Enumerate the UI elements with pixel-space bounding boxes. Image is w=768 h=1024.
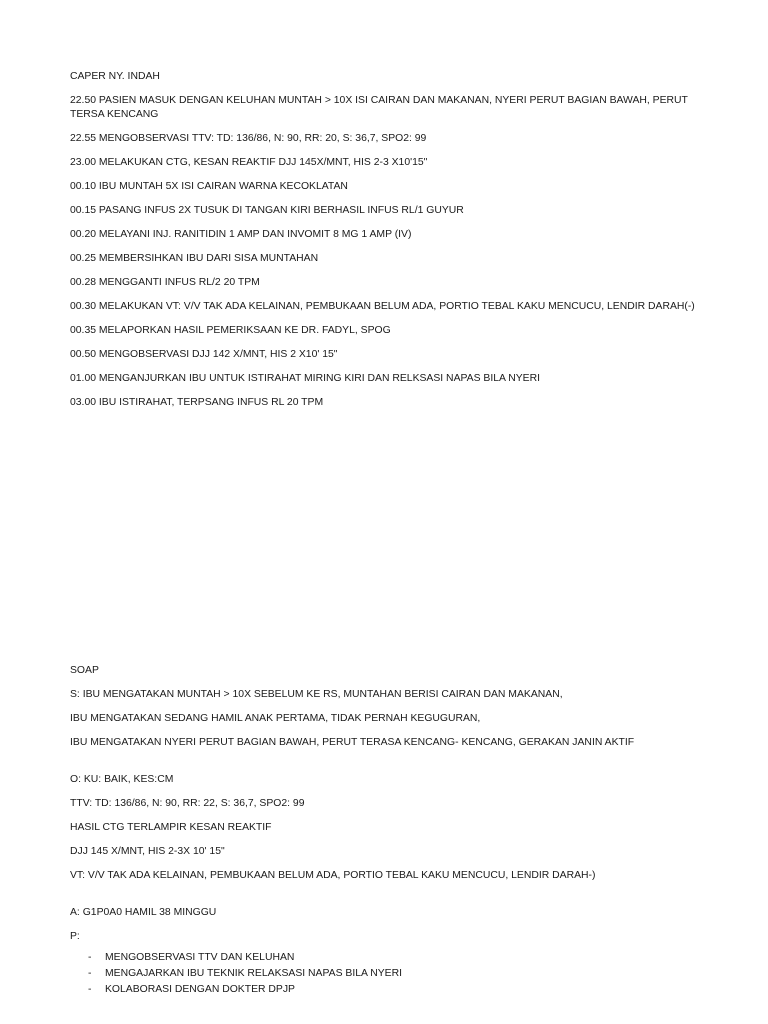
section-spacer (70, 760, 698, 773)
list-dash: - (88, 968, 92, 979)
soap-subjective-line: IBU MENGATAKAN NYERI PERUT BAGIAN BAWAH, PERUT TERASA KENCANG- KENCANG, GERAKAN JANIN AKTIF (70, 737, 635, 748)
soap-subjective-line: IBU MENGATAKAN SEDANG HAMIL ANAK PERTAMA, TIDAK PERNAH KEGUGURAN, (70, 713, 481, 724)
soap-plan-label: P: (70, 931, 80, 942)
caper-entry: 00.30 MELAKUKAN VT: V/V TAK ADA KELAINAN, PEMBUKAAN BELUM ADA, PORTIO TEBAL KAKU MENCUCU, LENDIR DARAH(-) (70, 301, 695, 312)
plan-item (70, 982, 698, 998)
caper-entry: 00.28 MENGGANTI INFUS RL/2 20 TPM (70, 277, 260, 288)
section-spacer (70, 893, 698, 906)
soap-objective-line: TTV: TD: 136/86, N: 90, RR: 22, S: 36,7, SPO2: 99 (70, 798, 305, 809)
plan-item-text: KOLABORASI DENGAN DOKTER DPJP (105, 984, 295, 995)
plan-item (70, 950, 698, 966)
list-dash: - (88, 952, 92, 963)
caper-entry: 00.10 IBU MUNTAH 5X ISI CAIRAN WARNA KECOKLATAN (70, 181, 348, 192)
soap-objective-line: DJJ 145 X/MNT, HIS 2-3X 10' 15" (70, 846, 225, 857)
caper-entry: 00.50 MENGOBSERVASI DJJ 142 X/MNT, HIS 2 X10' 15" (70, 349, 338, 360)
caper-entry: 23.00 MELAKUKAN CTG, KESAN REAKTIF DJJ 145X/MNT, HIS 2-3 X10'15" (70, 157, 428, 168)
caper-entry: 00.15 PASANG INFUS 2X TUSUK DI TANGAN KIRI BERHASIL INFUS RL/1 GUYUR (70, 205, 464, 216)
caper-entry: 00.20 MELAYANI INJ. RANITIDIN 1 AMP DAN INVOMIT 8 MG 1 AMP (IV) (70, 229, 412, 240)
caper-entry: 00.35 MELAPORKAN HASIL PEMERIKSAAN KE DR. FADYL, SPOG (70, 325, 391, 336)
soap-title: SOAP (70, 665, 99, 676)
soap-section (70, 664, 698, 998)
list-dash: - (88, 984, 92, 995)
caper-entry: 22.50 PASIEN MASUK DENGAN KELUHAN MUNTAH > 10X ISI CAIRAN DAN MAKANAN, NYERI PERUT BAGIAN BAWAH, PERUT TERSA KENCANG (70, 95, 688, 120)
plan-item-text: MENGOBSERVASI TTV DAN KELUHAN (105, 952, 295, 963)
soap-objective-line: O: KU: BAIK, KES:CM (70, 774, 174, 785)
soap-plan-list (70, 950, 698, 998)
plan-item (70, 966, 698, 982)
soap-assessment: A: G1P0A0 HAMIL 38 MINGGU (70, 907, 217, 918)
soap-objective-line: VT: V/V TAK ADA KELAINAN, PEMBUKAAN BELUM ADA, PORTIO TEBAL KAKU MENCUCU, LENDIR DARAH-) (70, 870, 596, 881)
caper-section (70, 70, 698, 420)
caper-title: CAPER NY. INDAH (70, 71, 160, 82)
caper-entry: 22.55 MENGOBSERVASI TTV: TD: 136/86, N: 90, RR: 20, S: 36,7, SPO2: 99 (70, 133, 427, 144)
plan-item-text: MENGAJARKAN IBU TEKNIK RELAKSASI NAPAS BILA NYERI (105, 968, 402, 979)
soap-objective-line: HASIL CTG TERLAMPIR KESAN REAKTIF (70, 822, 272, 833)
soap-subjective-line: S: IBU MENGATAKAN MUNTAH > 10X SEBELUM KE RS, MUNTAHAN BERISI CAIRAN DAN MAKANAN, (70, 689, 563, 700)
caper-entry: 03.00 IBU ISTIRAHAT, TERPSANG INFUS RL 20 TPM (70, 397, 324, 408)
caper-entry: 00.25 MEMBERSIHKAN IBU DARI SISA MUNTAHAN (70, 253, 319, 264)
caper-entry: 01.00 MENGANJURKAN IBU UNTUK ISTIRAHAT MIRING KIRI DAN RELKSASI NAPAS BILA NYERI (70, 373, 540, 384)
